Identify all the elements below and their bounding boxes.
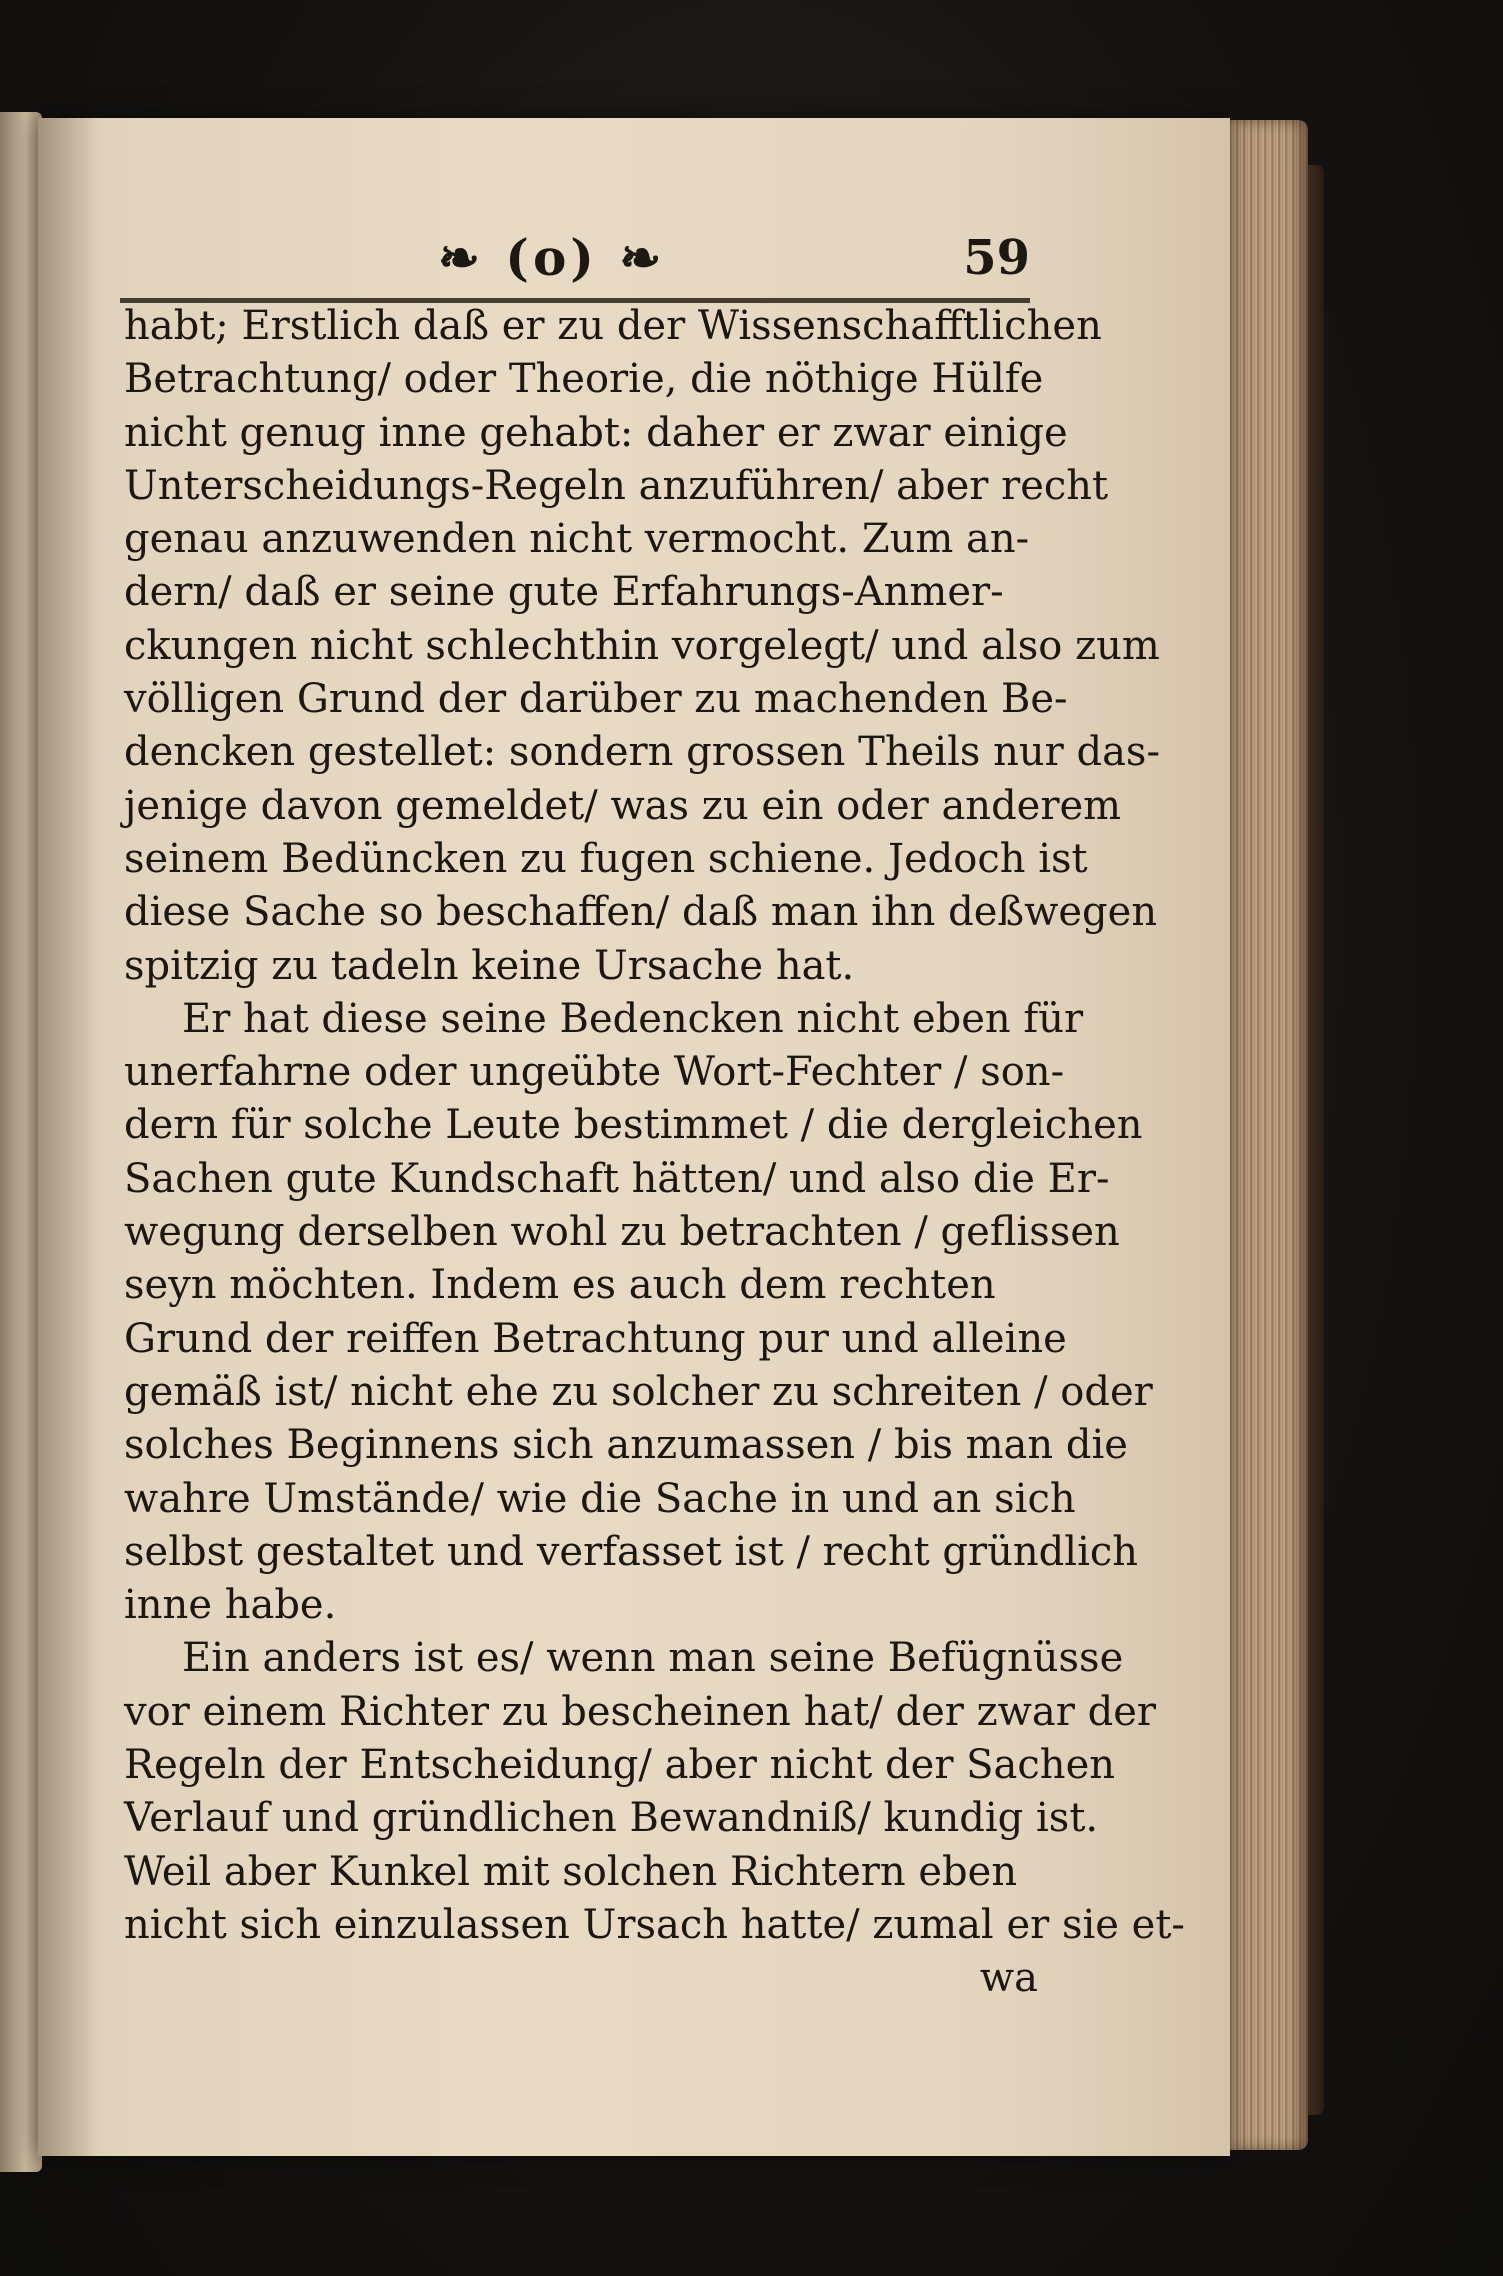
paragraph-start-line: Ein anders ist es/ wenn man seine Befügnüsse — [182, 1635, 1124, 1682]
header-ornament: ❧ (o) ❧ — [438, 228, 666, 287]
text-line: solches Beginnens sich anzumassen / bis man die — [124, 1422, 1128, 1469]
text-line: Verlauf und gründlichen Bewandniß/ kundig ist. — [124, 1795, 1099, 1842]
text-line: wahre Umstände/ wie die Sache in und an sich — [124, 1475, 1076, 1522]
running-header — [120, 222, 1030, 294]
text-line: selbst gestaltet und verfasset ist / recht gründlich — [124, 1528, 1139, 1575]
text-line: Betrachtung/ oder Theorie, die nöthige Hülfe — [124, 356, 1044, 403]
text-line: diese Sache so beschaffen/ daß man ihn deßwegen — [124, 889, 1158, 936]
text-line: völligen Grund der darüber zu machenden Be- — [124, 676, 1068, 723]
text-line: seyn möchten. Indem es auch dem rechten — [124, 1262, 996, 1309]
text-line: wegung derselben wohl zu betrachten / geflissen — [124, 1209, 1120, 1256]
text-line: Unterscheidungs-Regeln anzuführen/ aber recht — [124, 462, 1109, 509]
catchword: wa — [979, 1955, 1038, 2002]
text-line: habt; Erstlich daß er zu der Wissenschafftlichen — [124, 303, 1102, 349]
text-line: dencken gestellet: sondern grossen Theils nur das- — [124, 729, 1160, 776]
text-line: unerfahrne oder ungeübte Wort-Fechter / son- — [124, 1049, 1065, 1096]
text-line: Weil aber Kunkel mit solchen Richtern eben — [124, 1848, 1018, 1895]
text-line: vor einem Richter zu bescheinen hat/ der zwar der — [124, 1688, 1156, 1735]
text-line: jenige davon gemeldet/ was zu ein oder anderem — [124, 782, 1122, 829]
body-text — [124, 300, 1185, 2006]
text-line: Grund der reiffen Betrachtung pur und alleine — [124, 1315, 1067, 1362]
paragraph-start-line: Er hat diese seine Bedencken nicht eben für — [182, 995, 1084, 1042]
text-line: spitzig zu tadeln keine Ursache hat. — [124, 942, 855, 989]
text-line: Regeln der Entscheidung/ aber nicht der Sachen — [124, 1742, 1115, 1789]
spine-shadow — [38, 118, 98, 2156]
text-line: dern/ daß er seine gute Erfahrungs-Anmer- — [124, 569, 1004, 616]
text-line: genau anzuwenden nicht vermocht. Zum an- — [124, 516, 1030, 563]
facing-page-edge — [0, 112, 42, 2172]
text-line: ckungen nicht schlechthin vorgelegt/ und also zum — [124, 622, 1160, 669]
text-line: gemäß ist/ nicht ehe zu solcher zu schreiten / oder — [124, 1368, 1153, 1415]
text-line: dern für solche Leute bestimmet / die dergleichen — [124, 1102, 1143, 1149]
text-line: inne habe. — [124, 1582, 337, 1629]
text-line: Sachen gute Kundschaft hätten/ und also die Er- — [124, 1155, 1110, 1202]
text-line: seinem Bedüncken zu fugen schiene. Jedoch ist — [124, 835, 1088, 882]
page-number: 59 — [963, 230, 1030, 286]
page-block-edges — [1218, 120, 1308, 2150]
text-line: nicht sich einzulassen Ursach hatte/ zumal er sie et- — [124, 1901, 1185, 1948]
text-line: nicht genug inne gehabt: daher er zwar einige — [124, 409, 1068, 456]
